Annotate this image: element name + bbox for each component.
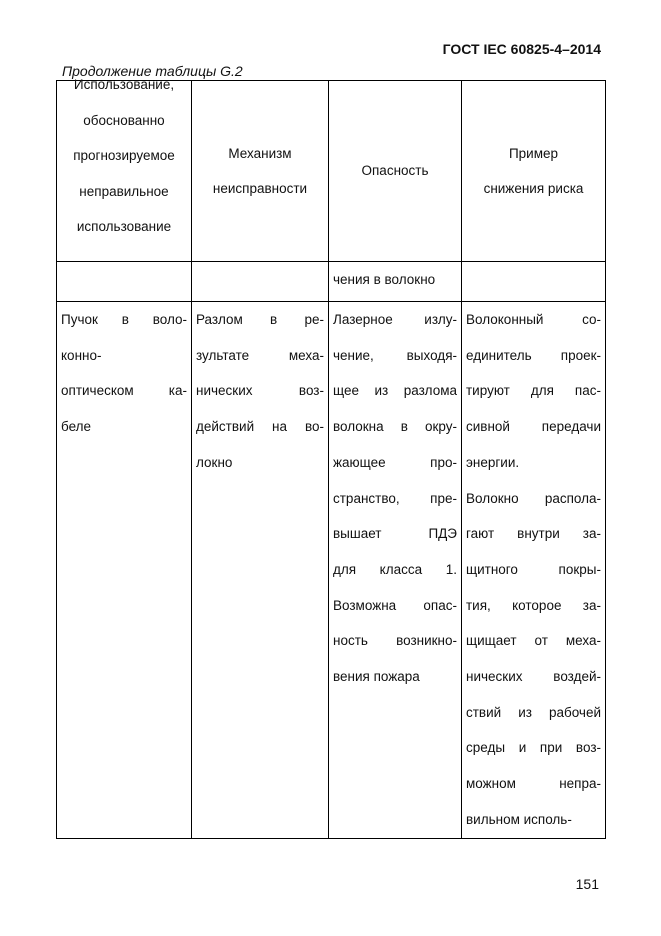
cell-line: для класса 1. <box>333 561 457 577</box>
cell-line: среды и при воз- <box>466 740 601 756</box>
table-cell <box>57 262 192 302</box>
cell-line: оптическом ка- <box>61 383 187 399</box>
cell-line: ность возникно- <box>333 633 457 649</box>
cell-line: волокна в окру- <box>333 419 457 435</box>
cell-line: тируют для пас- <box>466 383 601 399</box>
header-hazard <box>329 81 462 262</box>
cell-line: ствий из рабочей <box>466 704 601 720</box>
hazard-table <box>56 77 606 839</box>
header-line: Механизм <box>228 145 292 161</box>
cell-line: действий на во- <box>196 419 324 435</box>
cell-line: щитного покры- <box>466 561 601 577</box>
header-line: Использование, <box>73 77 175 92</box>
cell-line: жающее про- <box>333 454 457 470</box>
cell-usage <box>57 302 192 839</box>
header-mitigation <box>462 81 606 262</box>
table-cell <box>192 262 329 302</box>
header-line: обоснованно <box>83 112 165 128</box>
header-line: использование <box>76 219 172 234</box>
cell-mitigation <box>462 302 606 839</box>
header-line: снижения риска <box>483 181 584 196</box>
header-line: Опасность <box>361 163 429 179</box>
table-row <box>57 302 606 839</box>
header-line: Пример <box>508 145 559 161</box>
cell-line: локно <box>196 454 233 470</box>
cell-line: вения пожара <box>333 669 420 685</box>
cell-line: зультате меха- <box>196 347 324 363</box>
table-cell <box>462 262 606 302</box>
cell-line: странство, пре- <box>333 490 457 506</box>
cell-line: беле <box>61 419 92 435</box>
cell-line: вышает ПДЭ <box>333 526 457 542</box>
cell-line: вильном исполь- <box>466 811 572 827</box>
cell-line: энергии. <box>466 454 520 470</box>
cell-line: нических воздей- <box>466 669 601 685</box>
page-number: 151 <box>575 876 599 892</box>
cell-line: конно- <box>61 347 102 363</box>
cell-line: Лазерное излу- <box>333 312 457 327</box>
header-usage <box>57 77 192 262</box>
cell-line: гают внутри за- <box>466 526 601 542</box>
cell-line: тия, которое за- <box>466 597 601 613</box>
header-mechanism <box>192 81 329 262</box>
cell-line: можном непра- <box>466 776 601 792</box>
cell-line: Волокно распола- <box>466 490 601 506</box>
cell-line: Волоконный со- <box>466 312 601 327</box>
cell-line: чение, выходя- <box>333 347 457 363</box>
standard-designation: ГОСТ IEC 60825-4–2014 <box>442 41 601 57</box>
cell-line: Пучок в воло- <box>61 312 187 327</box>
header-line: неисправности <box>212 181 308 196</box>
table-header-row <box>57 81 606 262</box>
cell-line: щищает от меха- <box>466 633 601 649</box>
header-line: неправильное <box>79 183 169 199</box>
header-line: прогнозируемое <box>73 148 175 163</box>
cell-line: сивной передачи <box>466 419 601 435</box>
table-caption: Продолжение таблицы G.2 <box>62 63 243 79</box>
table-cell: чения в волокно <box>329 262 462 302</box>
cell-hazard <box>329 302 462 839</box>
continuation-row <box>57 262 606 302</box>
cell-line: Возможна опас- <box>333 597 457 613</box>
cell-line: единитель проек- <box>466 347 601 363</box>
cell-line: нических воз- <box>196 383 324 399</box>
cell-line: щее из разлома <box>333 383 457 399</box>
cell-line: Разлом в ре- <box>196 312 324 327</box>
cell-mechanism <box>192 302 329 839</box>
